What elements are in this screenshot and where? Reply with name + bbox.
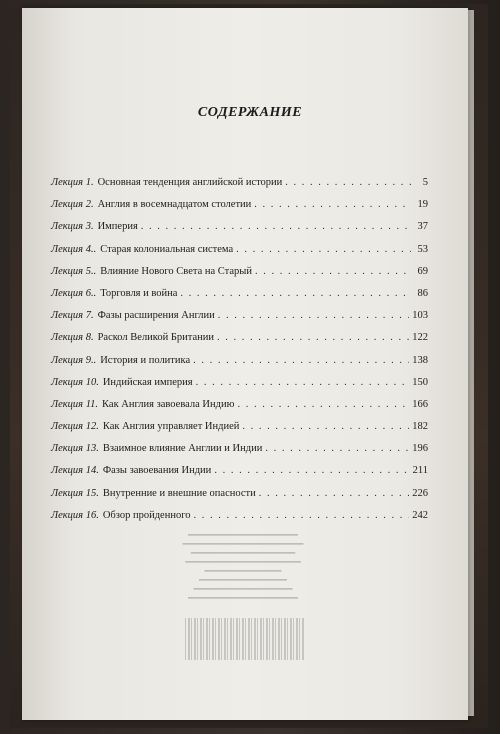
leader-dots xyxy=(196,377,410,388)
lecture-label: Лекция 2. xyxy=(51,199,94,211)
toc-row xyxy=(51,199,428,221)
lecture-title: Как Англия управляет Индией xyxy=(102,421,240,433)
page-number: 86 xyxy=(417,287,428,299)
page-number: 166 xyxy=(412,398,428,410)
page-number: 37 xyxy=(417,221,428,233)
lecture-title: Индийская империя xyxy=(102,376,193,388)
lecture-label: Лекция 4.. xyxy=(51,243,97,255)
lecture-title: Внутренние и внешние опасности xyxy=(102,487,256,499)
lecture-label: Лекция 10. xyxy=(51,376,99,388)
page-number: 242 xyxy=(412,509,428,521)
page-number: 211 xyxy=(412,465,428,477)
lecture-title: Влияние Нового Света на Старый xyxy=(100,265,252,277)
lecture-label: Лекция 6.. xyxy=(51,287,97,299)
lecture-label: Лекция 15. xyxy=(51,487,99,499)
toc-row xyxy=(51,488,428,510)
page-number: 53 xyxy=(417,243,428,255)
lecture-title: Раскол Великой Британии xyxy=(97,332,215,344)
page-number: 122 xyxy=(412,332,428,344)
leader-dots xyxy=(285,177,411,188)
lecture-label: Лекция 16. xyxy=(51,509,99,521)
toc-row xyxy=(51,332,428,354)
page-number: 69 xyxy=(417,265,428,277)
leader-dots xyxy=(218,310,410,321)
toc-row xyxy=(51,377,428,399)
lecture-label: Лекция 5.. xyxy=(51,265,97,277)
leader-dots xyxy=(237,399,409,410)
lecture-label: Лекция 1. xyxy=(51,177,94,188)
lecture-title: Англия в восемнадцатом столетии xyxy=(97,199,252,211)
toc-row xyxy=(51,310,428,332)
lecture-label: Лекция 14. xyxy=(51,465,99,477)
page-number: 196 xyxy=(412,443,428,455)
leader-dots xyxy=(214,465,409,476)
lecture-title: Как Англия завоевала Индию xyxy=(102,398,235,410)
lecture-title: Торговля и война xyxy=(100,287,178,299)
leader-dots xyxy=(217,332,409,343)
bleed-through-barcode xyxy=(185,618,305,660)
toc-row xyxy=(51,288,428,310)
lecture-title: Фазы завоевания Индии xyxy=(102,465,212,477)
lecture-label: Лекция 11. xyxy=(51,398,99,410)
page-number: 19 xyxy=(417,199,428,211)
lecture-title: Старая колониальная система xyxy=(100,243,234,255)
leader-dots xyxy=(259,488,410,499)
page-number: 226 xyxy=(412,487,428,499)
toc-row xyxy=(51,266,428,288)
leader-dots xyxy=(141,221,411,232)
page-number: 150 xyxy=(412,376,428,388)
page-number: 138 xyxy=(412,354,428,366)
toc-row xyxy=(51,443,428,465)
lecture-label: Лекция 7. xyxy=(51,310,94,322)
lecture-label: Лекция 12. xyxy=(51,421,99,433)
toc-row xyxy=(51,355,428,377)
toc-row xyxy=(51,421,428,443)
leader-dots xyxy=(254,199,411,210)
lecture-title: Взаимное влияние Англии и Индии xyxy=(102,443,263,455)
page-title: СОДЕРЖАНИЕ xyxy=(197,105,303,120)
leader-dots xyxy=(255,266,411,277)
page-number: 5 xyxy=(422,177,428,188)
leader-dots xyxy=(236,244,411,255)
lecture-label: Лекция 8. xyxy=(51,332,94,344)
toc-row xyxy=(51,244,428,266)
leader-dots xyxy=(265,443,409,454)
leader-dots xyxy=(180,288,411,299)
toc-row xyxy=(51,221,428,243)
page-number: 182 xyxy=(412,421,428,433)
lecture-label: Лекция 3. xyxy=(51,221,94,233)
lecture-label: Лекция 13. xyxy=(51,443,99,455)
toc-row xyxy=(51,465,428,487)
leader-dots xyxy=(242,421,409,432)
toc-row xyxy=(51,177,428,199)
bleed-through-imprint: ▬▬▬▬▬▬▬▬▬▬▬▬▬▬▬▬▬▬▬▬ ▬▬▬▬▬▬▬▬▬▬▬▬▬▬▬▬▬▬ ▬▬▬▬▬▬▬▬▬▬▬▬▬▬▬▬ ▬▬▬▬▬▬▬▬▬▬▬▬▬▬ ▬▬▬▬▬▬▬▬▬▬▬▬▬▬▬▬▬▬▬▬▬ ▬▬▬▬▬▬▬▬▬▬▬▬▬▬▬▬▬▬▬ ▬▬▬▬▬▬▬▬▬▬▬▬▬▬▬▬▬▬▬▬▬▬ ▬▬▬▬▬▬▬▬▬▬▬▬▬▬▬▬▬▬▬▬ xyxy=(182,532,304,601)
lecture-title: Основная тенденция английской истории xyxy=(97,177,283,188)
table-of-contents xyxy=(51,177,428,532)
lecture-title: Обзор пройденного xyxy=(102,509,191,521)
page-number: 103 xyxy=(412,310,428,322)
leader-dots xyxy=(193,355,409,366)
lecture-title: История и политика xyxy=(100,354,191,366)
leader-dots xyxy=(194,510,410,521)
lecture-title: Империя xyxy=(97,221,138,233)
lecture-title: Фазы расширения Англии xyxy=(97,310,215,322)
lecture-label: Лекция 9.. xyxy=(51,354,97,366)
toc-row xyxy=(51,399,428,421)
toc-row xyxy=(51,510,428,532)
